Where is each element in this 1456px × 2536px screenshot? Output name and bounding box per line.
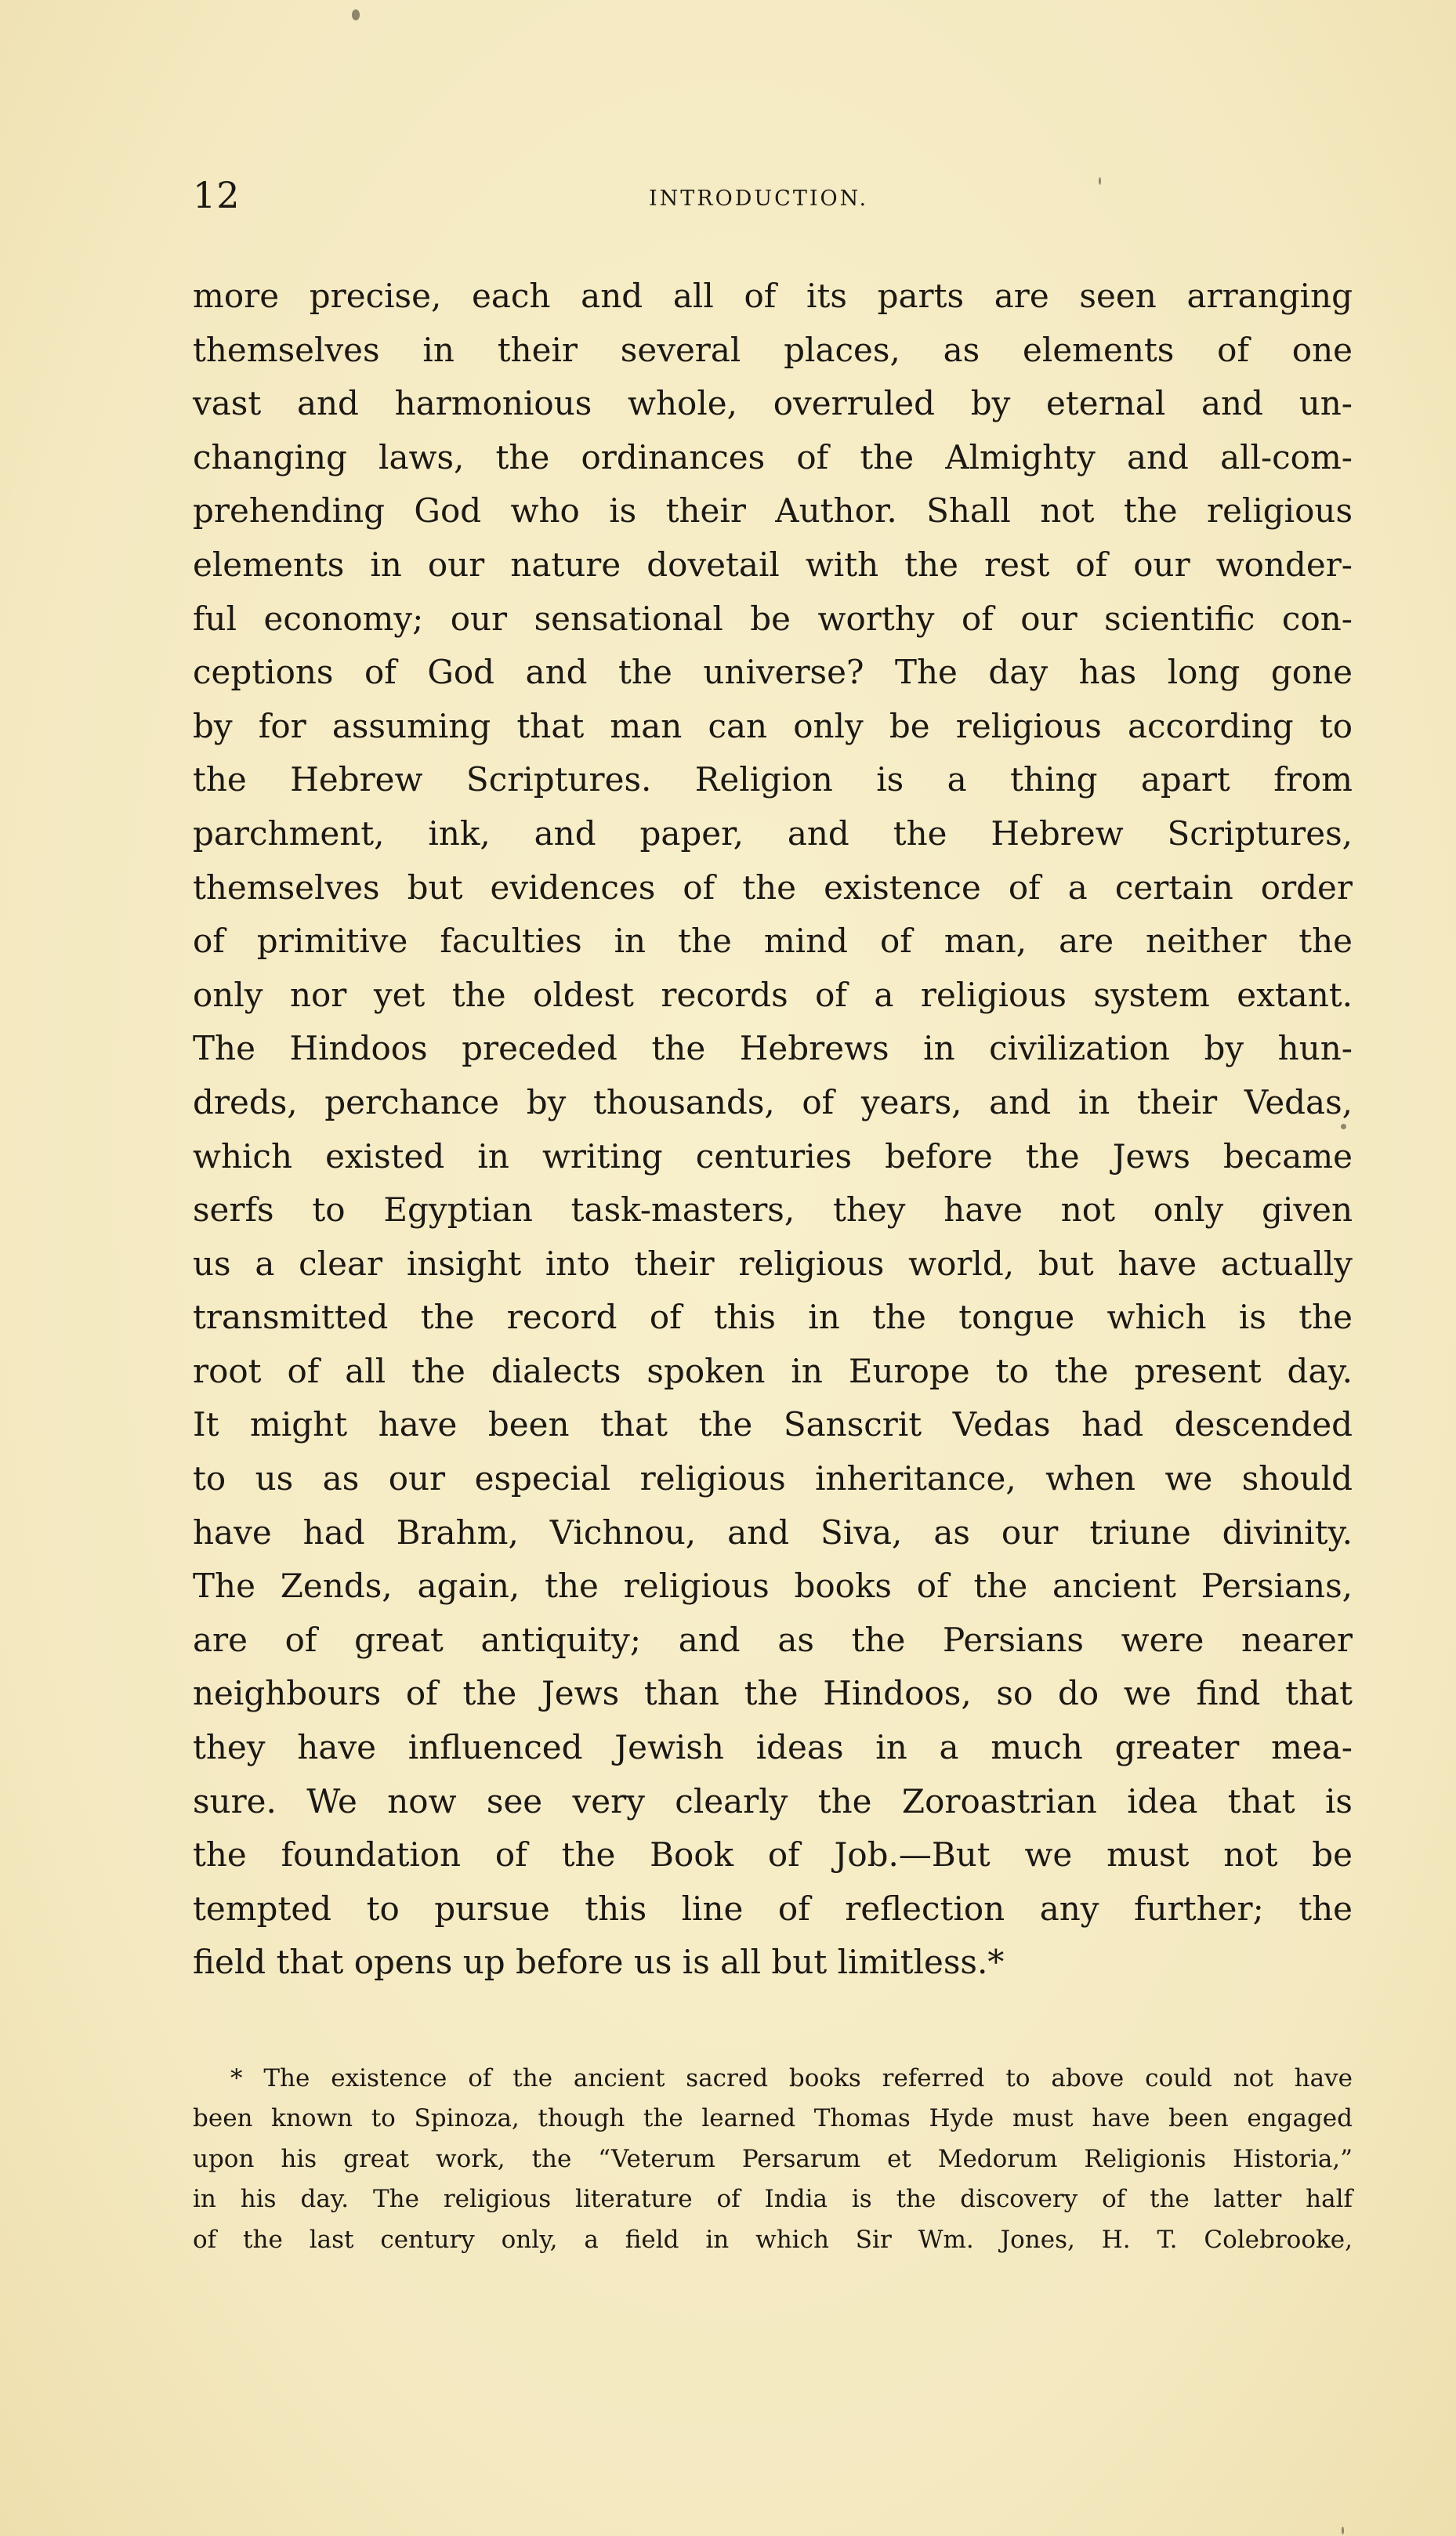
text-line: us a clear insight into their religious world, but have actually bbox=[193, 1244, 1353, 1283]
body-text bbox=[193, 270, 1353, 1990]
text-line: elements in our nature dovetail with the rest of our wonder- bbox=[193, 545, 1353, 584]
footnote bbox=[193, 2059, 1353, 2260]
text-line: only nor yet the oldest records of a religious system extant. bbox=[193, 975, 1353, 1014]
text-line: vast and harmonious whole, overruled by eternal and un- bbox=[193, 384, 1353, 423]
text-line: the Hebrew Scriptures. Religion is a thing apart from bbox=[193, 760, 1353, 799]
text-line: transmitted the record of this in the tongue which is the bbox=[193, 1298, 1353, 1337]
text-line: by for assuming that man can only be religious according to bbox=[193, 706, 1353, 745]
page-number: 12 bbox=[193, 174, 241, 216]
text-line: dreds, perchance by thousands, of years, and in their Vedas, bbox=[193, 1082, 1353, 1121]
footnote-line: been known to Spinoza, though the learned Thomas Hyde must have been engaged bbox=[193, 2104, 1353, 2133]
running-head: INTRODUCTION. bbox=[649, 187, 869, 211]
text-line: they have influenced Jewish ideas in a much greater mea- bbox=[193, 1728, 1353, 1767]
text-line: the foundation of the Book of Job.—But we must not be bbox=[193, 1835, 1353, 1875]
text-line: to us as our especial religious inheritance, when we should bbox=[193, 1459, 1353, 1498]
text-line: root of all the dialects spoken in Europe to the present day. bbox=[193, 1351, 1353, 1390]
text-line: field that opens up before us is all but limitless.* bbox=[193, 1943, 1005, 1982]
text-line: more precise, each and all of its parts are seen arranging bbox=[193, 277, 1353, 315]
page-header bbox=[193, 174, 1333, 229]
ink-speck bbox=[352, 9, 360, 20]
footnote-line: * The existence of the ancient sacred books referred to above could not have bbox=[230, 2064, 1353, 2092]
text-line: sure. We now see very clearly the Zoroastrian idea that is bbox=[193, 1781, 1353, 1820]
footnote-line: upon his great work, the “Veterum Persarum et Medorum Religionis Historia,” bbox=[193, 2144, 1353, 2173]
text-line: are of great antiquity; and as the Persians were nearer bbox=[193, 1620, 1353, 1659]
text-line: tempted to pursue this line of reflection any further; the bbox=[193, 1889, 1353, 1928]
text-line: themselves in their several places, as elements of one bbox=[193, 330, 1353, 369]
footnote-line: in his day. The religious literature of India is the discovery of the latter half bbox=[193, 2185, 1353, 2214]
text-line: The Hindoos preceded the Hebrews in civilization by hun- bbox=[193, 1029, 1353, 1068]
text-line: The Zends, again, the religious books of the ancient Persians, bbox=[193, 1567, 1353, 1606]
text-line: parchment, ink, and paper, and the Hebrew Scriptures, bbox=[193, 813, 1353, 853]
text-line: themselves but evidences of the existence of a certain order bbox=[193, 868, 1353, 907]
text-line: prehending God who is their Author. Shall not the religious bbox=[193, 491, 1353, 531]
text-line: ful economy; our sensational be worthy of our scientific con- bbox=[193, 599, 1353, 638]
text-line: have had Brahm, Vichnou, and Siva, as our triune divinity. bbox=[193, 1513, 1353, 1552]
text-line: neighbours of the Jews than the Hindoos, so do we find that bbox=[193, 1674, 1353, 1713]
footnote-line: of the last century only, a field in which Sir Wm. Jones, H. T. Colebrooke, bbox=[193, 2225, 1353, 2254]
text-line: serfs to Egyptian task-masters, they have not only given bbox=[193, 1190, 1353, 1230]
text-line: ceptions of God and the universe? The day has long gone bbox=[193, 653, 1353, 692]
ink-speck bbox=[1342, 2527, 1344, 2534]
text-line: It might have been that the Sanscrit Vedas had descended bbox=[193, 1405, 1353, 1444]
text-line: changing laws, the ordinances of the Almighty and all-com- bbox=[193, 437, 1353, 476]
text-line: which existed in writing centuries before the Jews became bbox=[193, 1136, 1353, 1176]
text-line: of primitive faculties in the mind of man, are neither the bbox=[193, 922, 1353, 961]
